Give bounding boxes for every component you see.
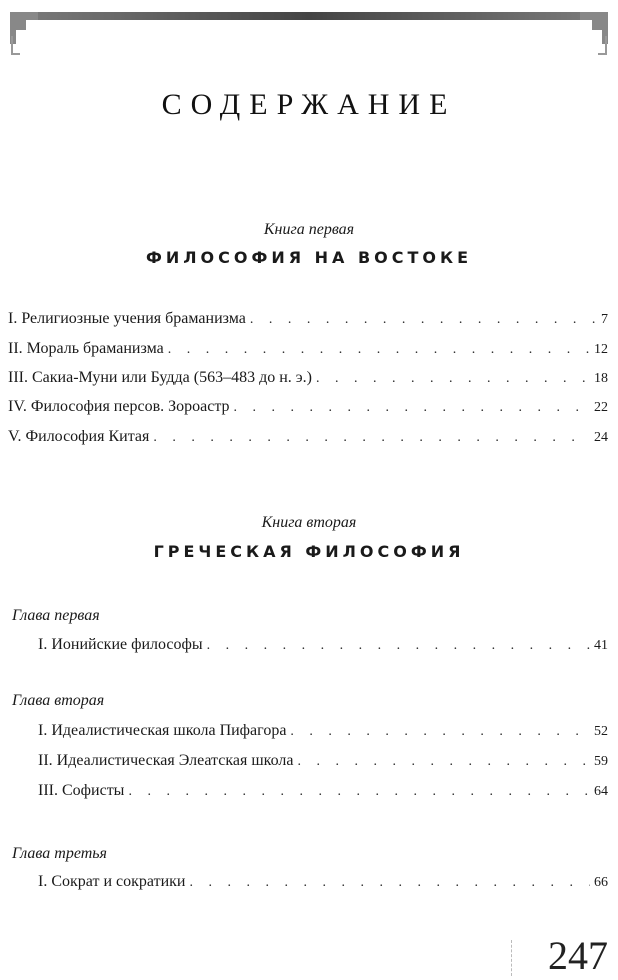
leader-dots <box>153 430 590 446</box>
leader-dots <box>207 638 590 654</box>
leader-dots <box>168 342 590 358</box>
toc-entry-label: IV. Философия персов. Зороастр <box>8 398 230 415</box>
toc-entry-page: 22 <box>594 400 608 415</box>
leader-dots <box>234 400 590 416</box>
leader-dots <box>316 371 590 387</box>
toc-entry-page: 52 <box>594 724 608 739</box>
toc-entry-label: II. Мораль браманизма <box>8 340 164 357</box>
chapter-label: Глава третья <box>12 845 107 862</box>
page-number: 247 <box>548 933 608 978</box>
toc-entry <box>8 369 608 387</box>
toc-entry-page: 7 <box>601 312 608 327</box>
toc-entry <box>8 428 608 446</box>
toc-entry <box>38 636 608 654</box>
book2-title: ГРЕЧЕСКАЯ ФИЛОСОФИЯ <box>153 542 465 561</box>
toc-entry-label: I. Идеалистическая школа Пифагора <box>38 722 287 739</box>
toc-entry <box>8 310 608 328</box>
toc-entry <box>38 752 608 770</box>
page-title: СОДЕРЖАНИЕ <box>161 88 457 121</box>
leader-dots <box>128 784 590 800</box>
toc-entry-page: 24 <box>594 430 608 445</box>
toc-entry-page: 64 <box>594 784 608 799</box>
toc-entry <box>38 782 608 800</box>
book2-label: Книга вторая <box>261 514 357 531</box>
toc-entry-label: I. Религиозные учения браманизма <box>8 310 246 327</box>
toc-entry-label: III. Софисты <box>38 782 125 799</box>
leader-dots <box>290 724 590 740</box>
leader-dots <box>189 875 590 891</box>
book1-label: Книга первая <box>263 221 355 238</box>
book1-title: ФИЛОСОФИЯ НА ВОСТОКЕ <box>145 248 473 267</box>
toc-entry-label: III. Сакиа-Муни или Будда (563–483 до н. э.) <box>8 369 312 386</box>
toc-entry <box>8 398 608 416</box>
header-ornament <box>8 8 610 60</box>
toc-entry-label: V. Философия Китая <box>8 428 150 445</box>
toc-entry-label: I. Сократ и сократики <box>38 873 186 890</box>
toc-entry-page: 59 <box>594 754 608 769</box>
toc-entry-page: 66 <box>594 875 608 890</box>
toc-entry-label: I. Ионийские философы <box>38 636 203 653</box>
chapter-label: Глава вторая <box>12 692 105 709</box>
chapter-label: Глава первая <box>12 607 100 624</box>
toc-entry <box>38 873 608 891</box>
leader-dots <box>250 312 597 328</box>
folio-rule <box>511 940 513 976</box>
toc-entry <box>38 722 608 740</box>
toc-entry <box>8 340 608 358</box>
toc-entry-label: II. Идеалистическая Элеатская школа <box>38 752 294 769</box>
toc-entry-page: 41 <box>594 638 608 653</box>
leader-dots <box>298 754 591 770</box>
toc-entry-page: 18 <box>594 371 608 386</box>
toc-entry-page: 12 <box>594 342 608 357</box>
